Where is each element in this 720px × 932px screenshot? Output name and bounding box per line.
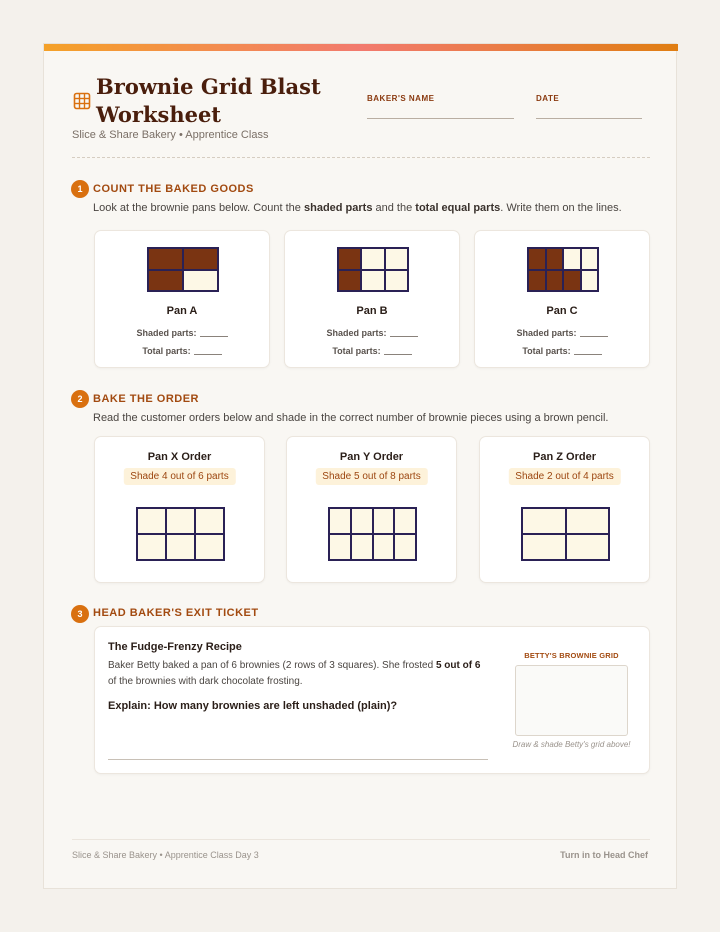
order-grid[interactable]: [136, 507, 225, 561]
bakers-name-label: BAKER'S NAME: [367, 94, 435, 103]
grid-cell[interactable]: [352, 535, 372, 559]
shaded-parts-field: [475, 328, 649, 338]
grid-cell[interactable]: [167, 535, 194, 559]
order-instruction: Shade 2 out of 4 parts: [508, 468, 620, 485]
total-parts-label: Total parts:: [522, 346, 571, 356]
betty-grid-hint: Draw & shade Betty's grid above!: [512, 740, 631, 749]
grid-cell[interactable]: [196, 509, 223, 533]
section-2-title: BAKE THE ORDER: [93, 393, 200, 405]
betty-drawing-box[interactable]: [515, 665, 628, 736]
page-subtitle: Slice & Share Bakery • Apprentice Class: [72, 129, 269, 141]
shaded-parts-blank[interactable]: [390, 336, 418, 337]
grid-icon: [73, 92, 91, 110]
bakers-name-field[interactable]: [367, 118, 514, 119]
shaded-parts-label: Shaded parts:: [136, 328, 197, 338]
answer-line[interactable]: [108, 759, 488, 760]
grid-cell: [564, 249, 580, 269]
grid-cell: [529, 271, 545, 291]
shaded-parts-field: [95, 328, 269, 338]
grid-cell[interactable]: [374, 509, 394, 533]
shaded-parts-field: [285, 328, 459, 338]
section-2-number: 2: [71, 390, 89, 408]
shaded-parts-label: Shaded parts:: [516, 328, 577, 338]
grid-cell[interactable]: [567, 535, 609, 559]
total-parts-label: Total parts:: [142, 346, 191, 356]
grid-cell: [386, 271, 407, 291]
grid-cell[interactable]: [352, 509, 372, 533]
grid-cell: [149, 249, 182, 269]
grid-cell[interactable]: [395, 509, 415, 533]
section-3-number: 3: [71, 605, 89, 623]
total-parts-field: [475, 346, 649, 356]
header-divider: [72, 157, 650, 158]
total-parts-blank[interactable]: [574, 354, 602, 355]
grid-cell: [149, 271, 182, 291]
grid-cell: [564, 271, 580, 291]
order-title: Pan Z Order: [533, 451, 596, 463]
grid-cell: [582, 271, 598, 291]
grid-cell: [582, 249, 598, 269]
footer-left-text: Slice & Share Bakery • Apprentice Class Day 3: [72, 850, 259, 860]
grid-cell[interactable]: [395, 535, 415, 559]
section-2-description: Read the customer orders below and shade in the correct number of brownie pieces using a brown pencil.: [93, 412, 609, 424]
grid-cell: [184, 249, 217, 269]
grid-cell: [529, 249, 545, 269]
footer-divider: [72, 839, 650, 840]
pan-grid: [337, 247, 409, 292]
order-card: [286, 436, 457, 583]
order-instruction: Shade 4 out of 6 parts: [123, 468, 235, 485]
exit-ticket-card: [94, 626, 650, 774]
total-parts-blank[interactable]: [194, 354, 222, 355]
grid-cell: [339, 249, 360, 269]
total-parts-label: Total parts:: [332, 346, 381, 356]
grid-cell[interactable]: [138, 535, 165, 559]
grid-cell[interactable]: [374, 535, 394, 559]
exit-question: Explain: How many brownies are left unshaded (plain)?: [108, 700, 398, 712]
total-parts-blank[interactable]: [384, 354, 412, 355]
date-label: DATE: [536, 94, 560, 103]
grid-cell: [339, 271, 360, 291]
grid-cell[interactable]: [196, 535, 223, 559]
grid-cell: [362, 271, 383, 291]
betty-grid-label: BETTY'S BROWNIE GRID: [524, 651, 619, 660]
grid-cell[interactable]: [330, 509, 350, 533]
pan-grid: [527, 247, 599, 292]
grid-cell: [386, 249, 407, 269]
grid-cell[interactable]: [567, 509, 609, 533]
grid-cell: [547, 271, 563, 291]
section-3-title: HEAD BAKER'S EXIT TICKET: [93, 607, 259, 619]
grid-cell[interactable]: [523, 535, 565, 559]
total-parts-field: [95, 346, 269, 356]
pan-label: Pan A: [166, 305, 198, 317]
grid-cell[interactable]: [523, 509, 565, 533]
shaded-parts-blank[interactable]: [580, 336, 608, 337]
pan-label: Pan B: [356, 305, 388, 317]
recipe-text: Baker Betty baked a pan of 6 brownies (2 rows of 3 squares). She frosted 5 out of 6 of the brownies with dark chocolate frosting.: [108, 660, 481, 687]
grid-cell: [362, 249, 383, 269]
pan-grid: [147, 247, 219, 292]
grid-cell: [184, 271, 217, 291]
order-grid[interactable]: [328, 507, 417, 561]
grid-cell: [547, 249, 563, 269]
recipe-title: The Fudge-Frenzy Recipe: [108, 641, 242, 653]
page-title: Brownie Grid Blast Worksheet: [96, 74, 321, 127]
order-card: [94, 436, 265, 583]
top-accent-bar: [44, 44, 678, 51]
pan-card: [94, 230, 270, 368]
worksheet-page: [43, 43, 677, 889]
grid-cell[interactable]: [330, 535, 350, 559]
footer-right-text: Turn in to Head Chef: [560, 850, 648, 860]
section-1-description: Look at the brownie pans below. Count the shaded parts and the total equal parts. Write them on the lines.: [93, 202, 622, 214]
shaded-parts-label: Shaded parts:: [326, 328, 387, 338]
pan-label: Pan C: [546, 305, 578, 317]
section-1-title: COUNT THE BAKED GOODS: [93, 183, 254, 195]
order-grid[interactable]: [521, 507, 610, 561]
order-title: Pan X Order: [147, 451, 212, 463]
shaded-parts-blank[interactable]: [200, 336, 228, 337]
order-title: Pan Y Order: [339, 451, 404, 463]
pan-card: [284, 230, 460, 368]
grid-cell[interactable]: [167, 509, 194, 533]
order-instruction: Shade 5 out of 8 parts: [315, 468, 427, 485]
grid-cell[interactable]: [138, 509, 165, 533]
pan-card: [474, 230, 650, 368]
total-parts-field: [285, 346, 459, 356]
section-1-number: 1: [71, 180, 89, 198]
date-field[interactable]: [536, 118, 642, 119]
order-card: [479, 436, 650, 583]
